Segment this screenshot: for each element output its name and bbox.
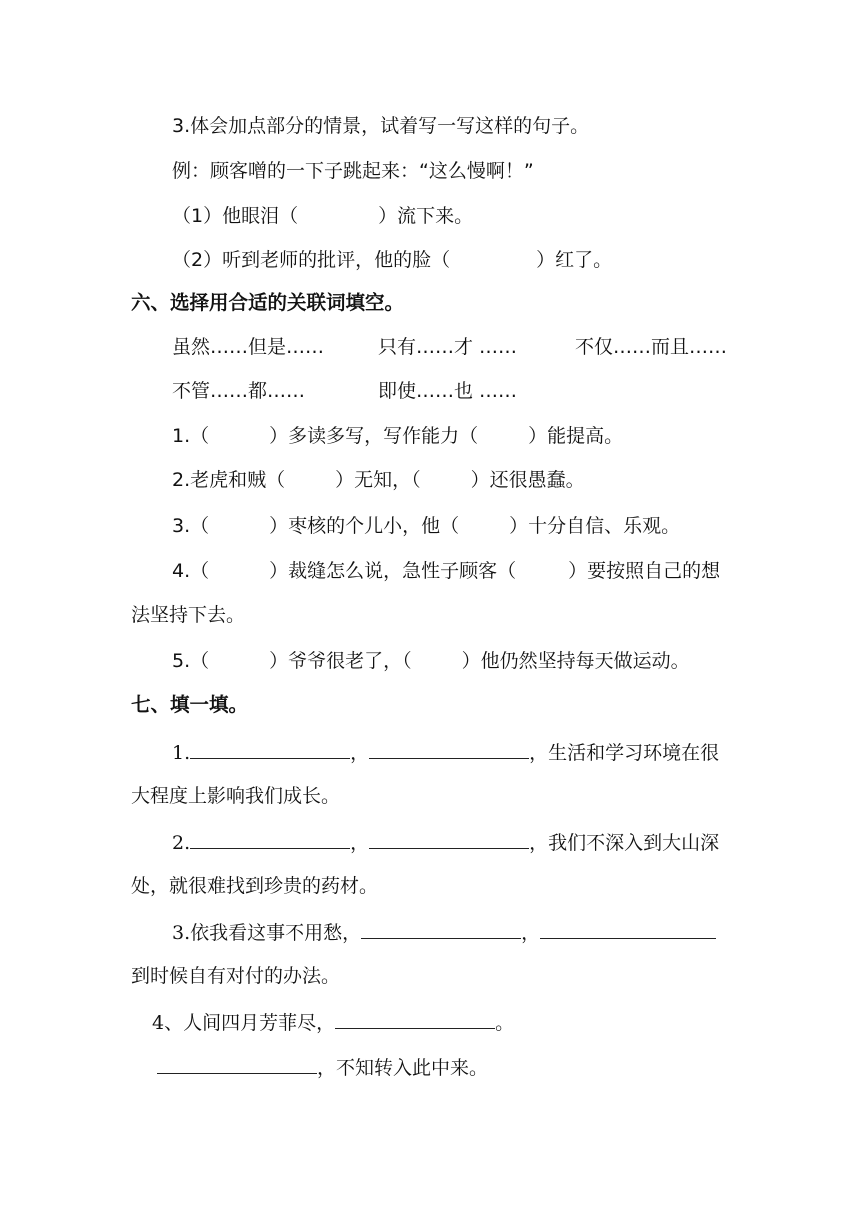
- q7-item1-blank2[interactable]: [369, 739, 529, 759]
- q6-item5-b: ）爷爷很老了，（: [269, 650, 412, 672]
- q7-item2-comma: ，: [350, 832, 370, 854]
- q6-item1-a: 1.（: [172, 425, 210, 447]
- q6-option-3: 不仅……而且……: [575, 336, 728, 358]
- q6-item5-c: ）他仍然坚持每天做运动。: [461, 650, 690, 672]
- q7-item-1: [172, 739, 719, 765]
- q6-item-2: [172, 468, 585, 492]
- q7-item1-num: 1.: [172, 742, 191, 764]
- q6-item4-c: ）要按照自己的想: [568, 560, 721, 582]
- q6-heading: 六、选择用合适的关联词填空。: [131, 291, 405, 314]
- q6-item4-b: ）裁缝怎么说，急性子顾客（: [269, 560, 517, 582]
- q6-item2-b: ）无知，（: [335, 469, 421, 491]
- q7-item2-continuation: 处，就很难找到珍贵的药材。: [131, 875, 379, 897]
- q6-item-4: [172, 559, 720, 583]
- q7-item4-blank2[interactable]: [157, 1054, 317, 1074]
- q5-sub1: [172, 204, 473, 228]
- q6-item3-b: ）枣核的个儿小，他（: [269, 515, 460, 537]
- q5-sub2-part-a: （2）听到老师的批评，他的脸（: [172, 249, 451, 271]
- q7-item3-continuation: 到时候自有对付的办法。: [131, 965, 341, 987]
- q7-item-4: [152, 1009, 514, 1035]
- q7-item3-text: 3.依我看这事不用愁，: [172, 922, 362, 944]
- q6-option-1: 虽然……但是……: [172, 336, 325, 358]
- q6-option-5: 即使……也 ……: [378, 380, 518, 402]
- q7-item2-blank2[interactable]: [369, 829, 529, 849]
- q5-sub1-part-a: （1）他眼泪（: [172, 205, 299, 227]
- q5-example: 例：顾客噌的一下子跳起来：“这么慢啊！”: [172, 160, 534, 182]
- q7-item3-blank1[interactable]: [361, 919, 521, 939]
- q6-option-4: 不管……都……: [172, 380, 306, 402]
- q7-item4-period: 。: [495, 1012, 515, 1034]
- q7-item1-comma: ，: [350, 742, 370, 764]
- q6-item2-c: ）还很愚蠢。: [470, 469, 585, 491]
- q7-item3-comma: ，: [521, 922, 541, 944]
- q7-item1-continuation: 大程度上影响我们成长。: [131, 785, 341, 807]
- q7-item4-blank1[interactable]: [335, 1009, 495, 1029]
- q5-item3-title: 3.体会加点部分的情景，试着写一写这样的句子。: [172, 115, 590, 137]
- q7-item1-blank1[interactable]: [190, 739, 350, 759]
- q5-sub2-part-b: ）红了。: [536, 249, 613, 271]
- q6-item5-a: 5.（: [172, 650, 210, 672]
- q6-item-5: [172, 649, 690, 673]
- q6-item-3: [172, 514, 680, 538]
- q7-item3-blank2[interactable]: [540, 919, 716, 939]
- q6-item1-c: ）能提高。: [528, 425, 624, 447]
- q7-item4-text: 4、人间四月芳菲尽，: [152, 1012, 336, 1034]
- q7-item4-tail: ，不知转入此中来。: [317, 1057, 489, 1079]
- q7-item-2: [172, 829, 719, 855]
- q5-sub2: [172, 248, 612, 272]
- q7-item1-tail: ，生活和学习环境在很: [529, 742, 720, 764]
- q6-item-1: [172, 424, 623, 448]
- q7-item-3: [172, 919, 716, 945]
- q6-item3-c: ）十分自信、乐观。: [509, 515, 681, 537]
- q7-heading: 七、填一填。: [131, 693, 249, 716]
- q7-item2-tail: ，我们不深入到大山深: [529, 832, 720, 854]
- q6-item3-a: 3.（: [172, 515, 210, 537]
- q6-item4-continuation: 法坚持下去。: [131, 604, 246, 626]
- q7-item4-line2: [157, 1054, 488, 1080]
- q6-item4-a: 4.（: [172, 560, 210, 582]
- q6-item2-a: 2.老虎和贼（: [172, 469, 286, 491]
- q6-item1-b: ）多读多写，写作能力（: [269, 425, 479, 447]
- q5-sub1-part-b: ）流下来。: [378, 205, 474, 227]
- q6-option-2: 只有……才 ……: [378, 336, 518, 358]
- q7-item2-blank1[interactable]: [190, 829, 350, 849]
- q7-item2-num: 2.: [172, 832, 191, 854]
